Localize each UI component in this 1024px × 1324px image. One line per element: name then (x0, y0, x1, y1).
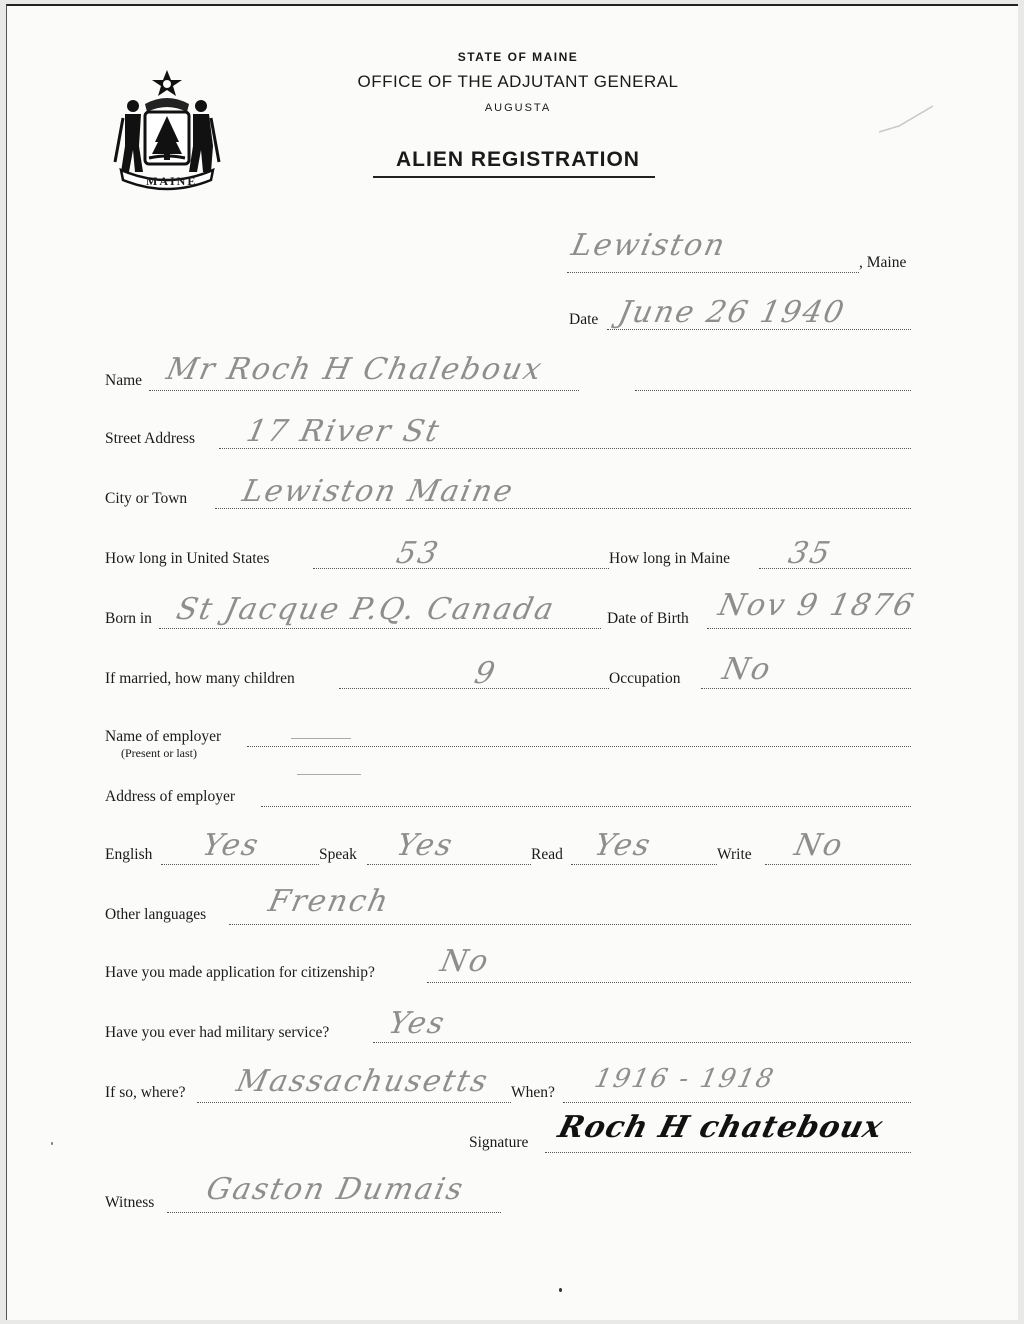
signature-row (7, 1110, 1019, 1156)
write-value: No (791, 828, 848, 863)
employer-label: Name of employer (105, 728, 222, 745)
form-title: ALIEN REGISTRATION (396, 148, 640, 171)
family-row (7, 652, 1019, 692)
title-underline (373, 176, 655, 178)
maine-time-line (759, 568, 911, 569)
place-value: Lewiston (568, 228, 730, 263)
header-office: OFFICE OF THE ADJUTANT GENERAL (357, 72, 679, 91)
place-row (7, 228, 1019, 276)
maine-time-value: 35 (785, 536, 835, 571)
name-line-2 (635, 390, 911, 391)
maine-time-label: How long in Maine (609, 550, 730, 567)
english-value: Yes (199, 828, 264, 863)
pencil-dash-2 (297, 774, 361, 775)
born-line (159, 628, 601, 629)
military-row (7, 1006, 1019, 1046)
where-label: If so, where? (105, 1084, 186, 1101)
citizenship-label: Have you made application for citizenship? (105, 964, 375, 981)
employer-address-row (7, 788, 1019, 810)
dob-line (707, 628, 911, 629)
other-languages-row (7, 884, 1019, 928)
language-row (7, 828, 1019, 868)
name-row (7, 352, 1019, 394)
read-label: Read (531, 846, 563, 863)
street-label: Street Address (105, 430, 195, 447)
dob-label: Date of Birth (607, 610, 689, 627)
write-line (765, 864, 911, 865)
write-label: Write (717, 846, 752, 863)
other-languages-value: French (265, 884, 394, 919)
date-row (7, 295, 1019, 333)
dob-value: Nov 9 1876 (715, 588, 919, 623)
military-line (373, 1042, 911, 1043)
us-time-value: 53 (393, 536, 443, 571)
place-line (567, 272, 859, 273)
when-line (563, 1102, 911, 1103)
witness-label: Witness (105, 1194, 155, 1211)
speak-value: Yes (393, 828, 458, 863)
street-value: 17 River St (243, 414, 444, 449)
citizenship-row (7, 944, 1019, 986)
place-suffix: , Maine (859, 254, 907, 271)
born-label: Born in (105, 610, 152, 627)
city-label: City or Town (105, 490, 188, 507)
citizenship-value: No (437, 944, 494, 979)
other-languages-label: Other languages (105, 906, 207, 923)
registration-form-page (6, 4, 1018, 1320)
city-row (7, 474, 1019, 512)
english-line (161, 864, 319, 865)
speak-label: Speak (319, 846, 357, 863)
born-value: St Jacque P.Q. Canada (173, 592, 559, 627)
employer-address-line (261, 806, 911, 807)
occupation-line (701, 688, 911, 689)
where-value: Massachusetts (233, 1064, 493, 1099)
city-value: Lewiston Maine (239, 474, 518, 509)
name-label: Name (105, 372, 143, 389)
speak-line (367, 864, 531, 865)
children-value: 9 (471, 656, 500, 691)
pencil-dash (291, 738, 351, 739)
ink-speck-2 (51, 1142, 53, 1145)
birth-row (7, 588, 1019, 632)
english-label: English (105, 846, 153, 863)
date-value: June 26 1940 (615, 295, 849, 330)
signature-line (545, 1152, 911, 1153)
read-line (571, 864, 717, 865)
date-label: Date (569, 311, 599, 328)
witness-line (167, 1212, 501, 1213)
service-row (7, 1064, 1019, 1106)
witness-value: Gaston Dumais (203, 1172, 468, 1207)
when-value: 1916 - 1918 (591, 1064, 778, 1094)
check-mark-icon (877, 102, 937, 142)
children-label: If married, how many children (105, 670, 295, 687)
street-row (7, 414, 1019, 452)
when-label: When? (511, 1084, 555, 1101)
where-line (197, 1102, 511, 1103)
header-city: AUGUSTA (484, 102, 552, 114)
name-line (149, 390, 579, 391)
employer-line (247, 746, 911, 747)
ink-speck (559, 1288, 562, 1292)
occupation-label: Occupation (609, 670, 681, 687)
employer-address-label: Address of employer (105, 788, 235, 805)
military-label: Have you ever had military service? (105, 1024, 330, 1041)
us-time-line (313, 568, 609, 569)
witness-row (7, 1172, 1019, 1216)
employer-sublabel: (Present or last) (121, 746, 197, 760)
employer-row (7, 728, 1019, 760)
name-value: Mr Roch H Chaleboux (163, 352, 547, 387)
signature-label: Signature (469, 1134, 529, 1151)
header-state: STATE OF MAINE (457, 50, 579, 64)
citizenship-line (427, 982, 911, 983)
military-value: Yes (385, 1006, 450, 1041)
occupation-value: No (719, 652, 776, 687)
seal-banner-text: MAINE (146, 174, 198, 188)
state-seal-icon (107, 62, 227, 192)
us-time-label: How long in United States (105, 550, 270, 567)
read-value: Yes (591, 828, 656, 863)
other-languages-line (229, 924, 911, 925)
residence-row (7, 536, 1019, 572)
signature-value: Roch H chateboux (554, 1110, 887, 1145)
